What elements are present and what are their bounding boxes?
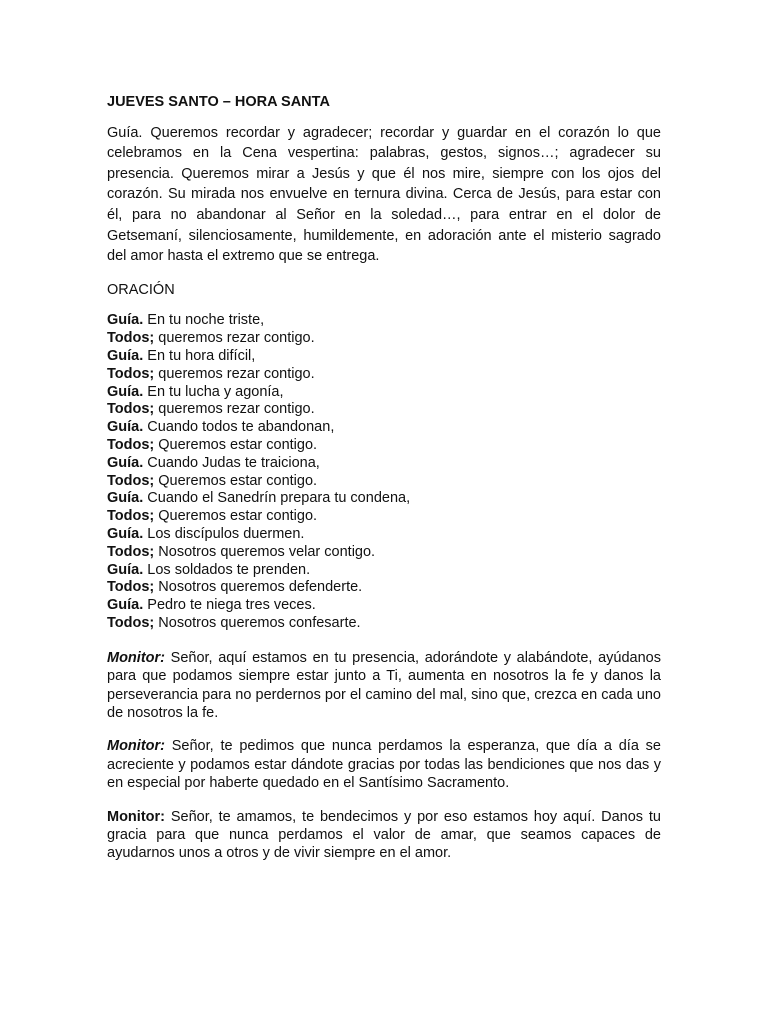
monitor-paragraph-3 (107, 808, 661, 863)
section-heading: ORACIÓN (107, 281, 175, 298)
monitor-text: Señor, aquí estamos en tu presencia, adorándote y alabándote, ayúdanos para que podamos siempre estar junto a Ti, aumenta en nosotros la fe y danos la perseverancia para no perdernos por el camino del mal, sino que, crezca en cada uno de nosotros la fe. (107, 649, 661, 721)
litany-text: queremos rezar contigo. (154, 401, 315, 418)
litany-text: Cuando el Sanedrín prepara tu condena, (143, 490, 411, 507)
litany-line (107, 562, 661, 580)
litany-text: Queremos estar contigo. (154, 508, 318, 525)
litany-line (107, 615, 661, 633)
litany-line (107, 348, 661, 366)
litany-text: queremos rezar contigo. (154, 365, 315, 382)
litany-text: Cuando Judas te traiciona, (143, 454, 320, 471)
monitor-text: Señor, te amamos, te bendecimos y por eso estamos hoy aquí. Danos tu gracia para que nunca perdamos el valor de amar, que seamos capaces de ayudarnos unos a otros y de vivir siempre en el amor. (107, 808, 661, 862)
document-title: JUEVES SANTO – HORA SANTA (107, 94, 330, 110)
litany-line (107, 366, 661, 384)
litany-line (107, 419, 661, 437)
litany-speaker: Guía. (107, 490, 144, 507)
litany-line (107, 437, 661, 455)
litany-speaker: Guía. (107, 347, 144, 364)
litany-line (107, 401, 661, 419)
monitor-speaker: Monitor: (107, 738, 165, 755)
litany-text: Los soldados te prenden. (143, 561, 311, 578)
litany-speaker: Todos; (107, 614, 155, 631)
litany-text: Nosotros queremos confesarte. (154, 614, 361, 631)
litany-speaker: Todos; (107, 436, 155, 453)
monitor-speaker: Monitor: (107, 808, 165, 825)
litany-speaker: Todos; (107, 330, 155, 347)
litany-line (107, 597, 661, 615)
litany-text: En tu hora difícil, (143, 347, 256, 364)
monitor-speaker: Monitor: (107, 649, 165, 666)
litany-text: Queremos estar contigo. (154, 436, 318, 453)
litany-text: Pedro te niega tres veces. (143, 597, 316, 614)
litany-text: queremos rezar contigo. (154, 330, 315, 347)
document-page (107, 92, 661, 878)
litany-line (107, 330, 661, 348)
litany-speaker: Guía. (107, 454, 144, 471)
litany-speaker: Guía. (107, 561, 144, 578)
litany-line (107, 508, 661, 526)
litany-text: Nosotros queremos defenderte. (154, 579, 363, 596)
litany (107, 312, 661, 632)
litany-speaker: Todos; (107, 579, 155, 596)
monitor-text: Señor, te pedimos que nunca perdamos la esperanza, que día a día se acreciente y podamos estar dándote gracias por todas las bendiciones que nos das y en especial por haberte quedado en el Santísimo Sacramento. (107, 738, 661, 792)
litany-speaker: Guía. (107, 383, 144, 400)
litany-line (107, 544, 661, 562)
litany-text: Queremos estar contigo. (154, 472, 318, 489)
litany-line (107, 490, 661, 508)
litany-line (107, 526, 661, 544)
litany-line (107, 312, 661, 330)
litany-text: Los discípulos duermen. (143, 525, 305, 542)
litany-speaker: Guía. (107, 525, 144, 542)
litany-text: En tu noche triste, (143, 312, 265, 329)
litany-speaker: Todos; (107, 401, 155, 418)
litany-line (107, 473, 661, 491)
litany-speaker: Todos; (107, 365, 155, 382)
litany-text: En tu lucha y agonía, (143, 383, 284, 400)
litany-speaker: Guía. (107, 597, 144, 614)
monitor-paragraph-1 (107, 649, 661, 723)
litany-text: Cuando todos te abandonan, (143, 419, 335, 436)
litany-line (107, 384, 661, 402)
litany-line (107, 455, 661, 473)
litany-speaker: Guía. (107, 312, 144, 329)
litany-speaker: Todos; (107, 508, 155, 525)
monitor-paragraph-2 (107, 737, 661, 792)
litany-line (107, 579, 661, 597)
litany-speaker: Guía. (107, 419, 144, 436)
intro-paragraph: Guía. Queremos recordar y agradecer; recordar y guardar en el corazón lo que celebramos en la Cena vespertina: palabras, gestos, signos…; agradecer su presencia. Queremos mirar a Jesús y que él nos mire, siempre con los ojos del corazón. Su mirada nos envuelve en ternura divina. Cerca de Jesús, para estar con él, para no abandonar al Señor en la soledad…, para entrar en el dolor de Getsemaní, silenciosamente, humildemente, en adoración ante el misterio sagrado del amor hasta el extremo que se entrega. (107, 124, 661, 265)
litany-speaker: Todos; (107, 543, 155, 560)
litany-text: Nosotros queremos velar contigo. (154, 543, 376, 560)
litany-speaker: Todos; (107, 472, 155, 489)
